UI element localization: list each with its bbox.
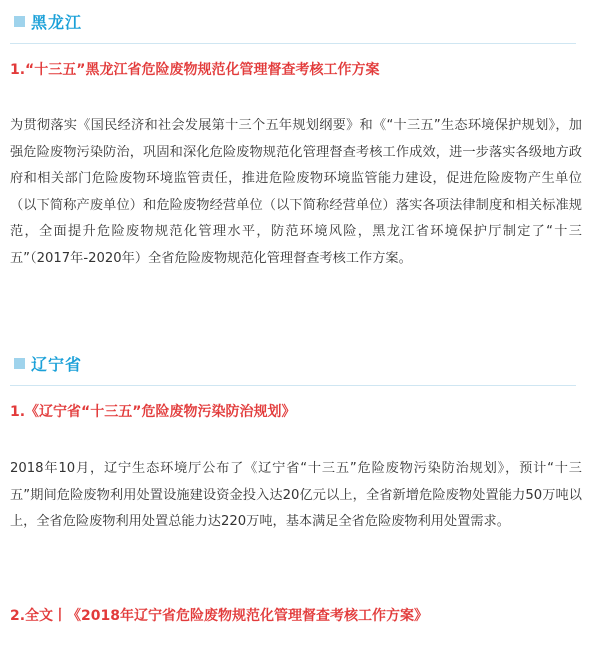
section-header-liaoning — [14, 352, 82, 375]
section-divider — [10, 385, 576, 386]
article-paragraph: 2018年10月，辽宁生态环境厅公布了《辽宁省“十三五”危险废物污染防治规划》，预计“十三五”期间危险废物利用处置设施建设资金投入达20亿元以上，全省新增危险废物处置能力50万吨以上，全省危险废物利用处置总能力达220万吨，基本满足全省危险废物利用处置需求。 — [10, 461, 582, 529]
section-marker-icon — [14, 16, 25, 27]
section-marker-icon — [14, 358, 25, 369]
section-title: 黑龙江 — [31, 13, 83, 32]
article-heading-link[interactable]: 2.全文丨《2018年辽宁省危险废物规范化管理督查考核工作方案》 — [10, 608, 429, 624]
article-paragraph: 为贯彻落实《国民经济和社会发展第十三个五年规划纲要》和《“十三五”生态环境保护规划》，加强危险废物污染防治，巩固和深化危险废物规范化管理督查考核工作成效，进一步落实各级地方政府和相关部门危险废物环境监管责任，推进危险废物环境监管能力建设，促进危险废物产生单位（以下简称产废单位）和危险废物经营单位（以下简称经营单位）落实各项法律制度和相关标准规范，全面提升危险废物规范化管理水平，防范环境风险，黑龙江省环境保护厅制定了“十三五”（2017年-2020年）全省危险废物规范化管理督查考核工作方案。 — [10, 118, 582, 266]
article-heading-link[interactable]: 1.《辽宁省“十三五”危险废物污染防治规划》 — [10, 404, 296, 420]
section-title: 辽宁省 — [31, 355, 83, 374]
section-header-heilongjiang — [14, 10, 82, 33]
article-heading-link[interactable]: 1.“十三五”黑龙江省危险废物规范化管理督查考核工作方案 — [10, 62, 380, 78]
section-divider — [10, 43, 576, 44]
